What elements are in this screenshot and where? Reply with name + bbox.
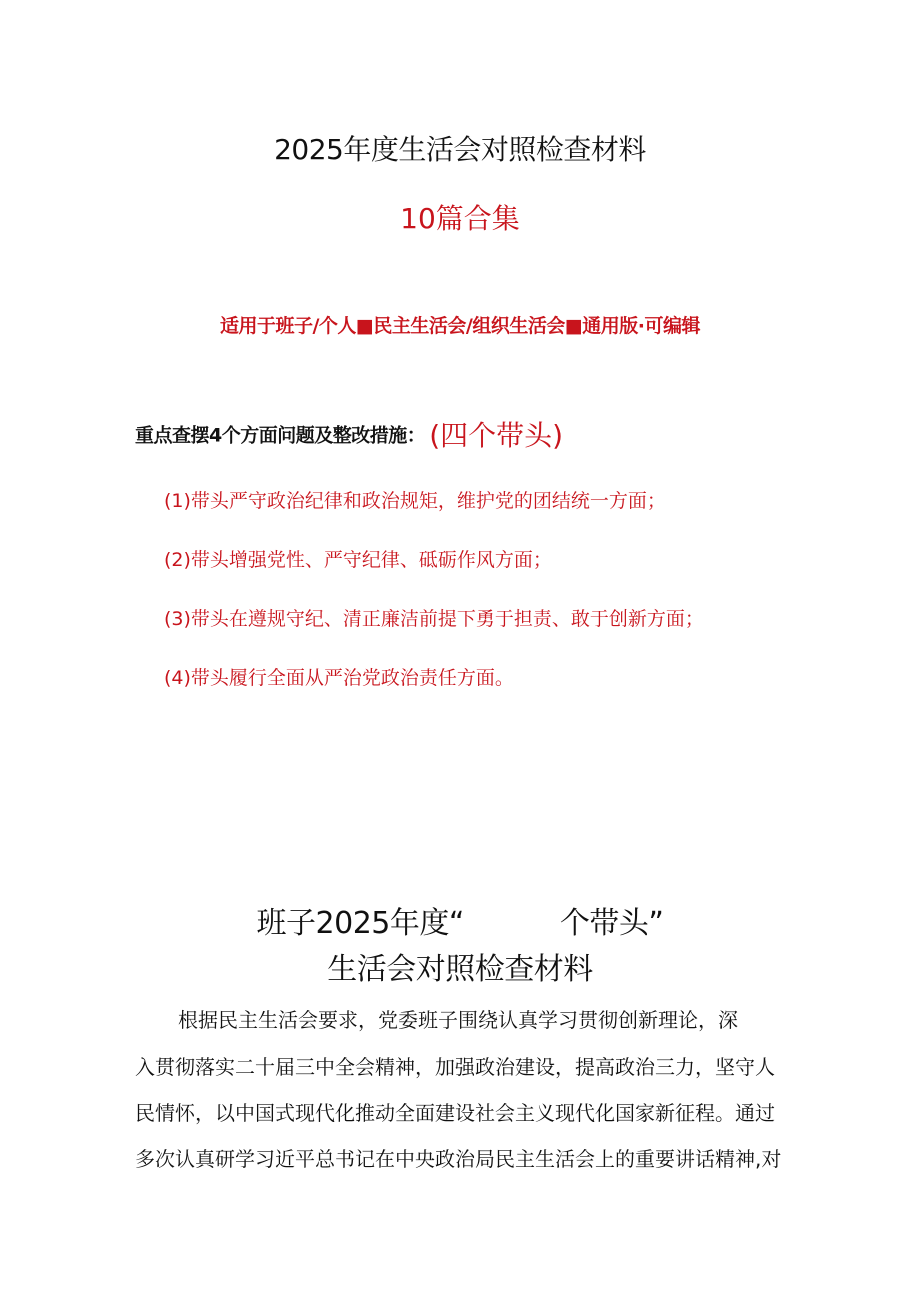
- article-heading-part2: 个带头”: [559, 906, 664, 941]
- cover-scope-line: 适用于班子/个人■民主生活会/组织生活会■通用版·可编辑: [219, 315, 700, 337]
- focus-tag: (四个带头): [429, 419, 564, 452]
- focus-item: (2)带头增强党性、严守纪律、砥砺作风方面；: [164, 549, 552, 571]
- cover-subtitle: 10篇合集: [400, 202, 520, 235]
- article-heading-line2: 生活会对照检查材料: [327, 952, 593, 987]
- paragraph-line: 民情怀，以中国式现代化推动全面建设社会主义现代化国家新征程。通过: [135, 1101, 775, 1125]
- article-heading-line1: [0, 898, 920, 942]
- focus-item: (3)带头在遵规守纪、清正廉洁前提下勇于担责、敢于创新方面；: [164, 608, 704, 630]
- cover-title: 2025年度生活会对照检查材料: [274, 133, 646, 166]
- focus-label: 重点查摆4个方面问题及整改措施：: [135, 424, 426, 447]
- paragraph-line: 根据民主生活会要求，党委班子围绕认真学习贯彻创新理论，深: [178, 1008, 738, 1032]
- paragraph-line: 多次认真研学习近平总书记在中央政治局民主生活会上的重要讲话精神,对: [135, 1147, 782, 1171]
- focus-item: (1)带头严守政治纪律和政治规矩，维护党的团结统一方面；: [164, 490, 666, 512]
- focus-heading: [135, 414, 563, 454]
- focus-item: (4)带头履行全面从严治党政治责任方面。: [164, 667, 514, 689]
- paragraph-line: 入贯彻落实二十届三中全会精神，加强政治建设，提高政治三力，坚守人: [135, 1055, 775, 1079]
- article-heading-part1: 班子2025年度“: [256, 906, 464, 941]
